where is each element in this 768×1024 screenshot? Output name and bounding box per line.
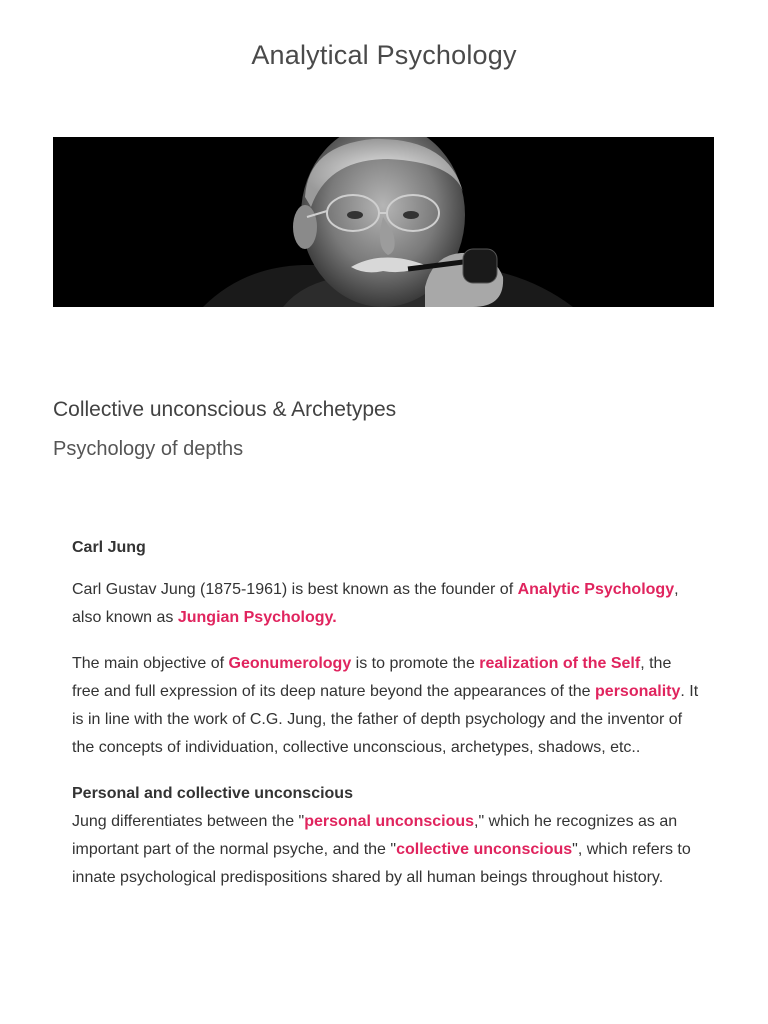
page-subtitle: Psychology of depths — [53, 438, 244, 460]
text: . It is in line with the work of C.G. Jung, the father of depth psychology and the inventor of the concepts of individuation, collective unconscious, archetypes, shadows, etc.. — [72, 683, 699, 756]
paragraph-objective — [72, 650, 702, 762]
link-personal-unconscious[interactable]: personal unconscious — [304, 813, 475, 830]
text: , also known as — [72, 581, 679, 626]
site-title[interactable]: Analytical Psychology — [251, 40, 517, 70]
text: The main objective of — [72, 655, 229, 672]
text: Jung differentiates between the " — [72, 813, 305, 830]
article-heading: Carl Jung — [72, 539, 146, 556]
link-collective-unconscious[interactable]: collective unconscious — [396, 841, 573, 858]
paragraph-unconscious — [72, 808, 702, 892]
section-heading-unconscious: Personal and collective unconscious — [72, 785, 353, 802]
page-title: Collective unconscious & Archetypes — [53, 398, 397, 421]
text: ", which refers to innate psychological predispositions shared by all human beings throughout history. — [72, 841, 691, 886]
article-body — [72, 534, 702, 910]
text: , the free and full expression of its deep nature beyond the appearances of the — [72, 655, 672, 700]
link-analytic-psychology[interactable]: Analytic Psychology — [517, 581, 675, 598]
link-jungian-psychology[interactable]: Jungian Psychology. — [177, 609, 337, 626]
paragraph-intro — [72, 576, 702, 632]
text: ," which he recognizes as an important part of the normal psyche, and the " — [72, 813, 678, 858]
link-geonumerology[interactable]: Geonumerology — [228, 655, 352, 672]
portrait-image — [53, 137, 714, 307]
hero-image — [53, 137, 714, 307]
text: is to promote the — [351, 655, 480, 672]
text: Carl Gustav Jung (1875-1961) is best known as the founder of — [72, 581, 518, 598]
link-personality[interactable]: personality — [595, 683, 681, 700]
link-realization-of-the-self[interactable]: realization of the Self — [479, 655, 641, 672]
